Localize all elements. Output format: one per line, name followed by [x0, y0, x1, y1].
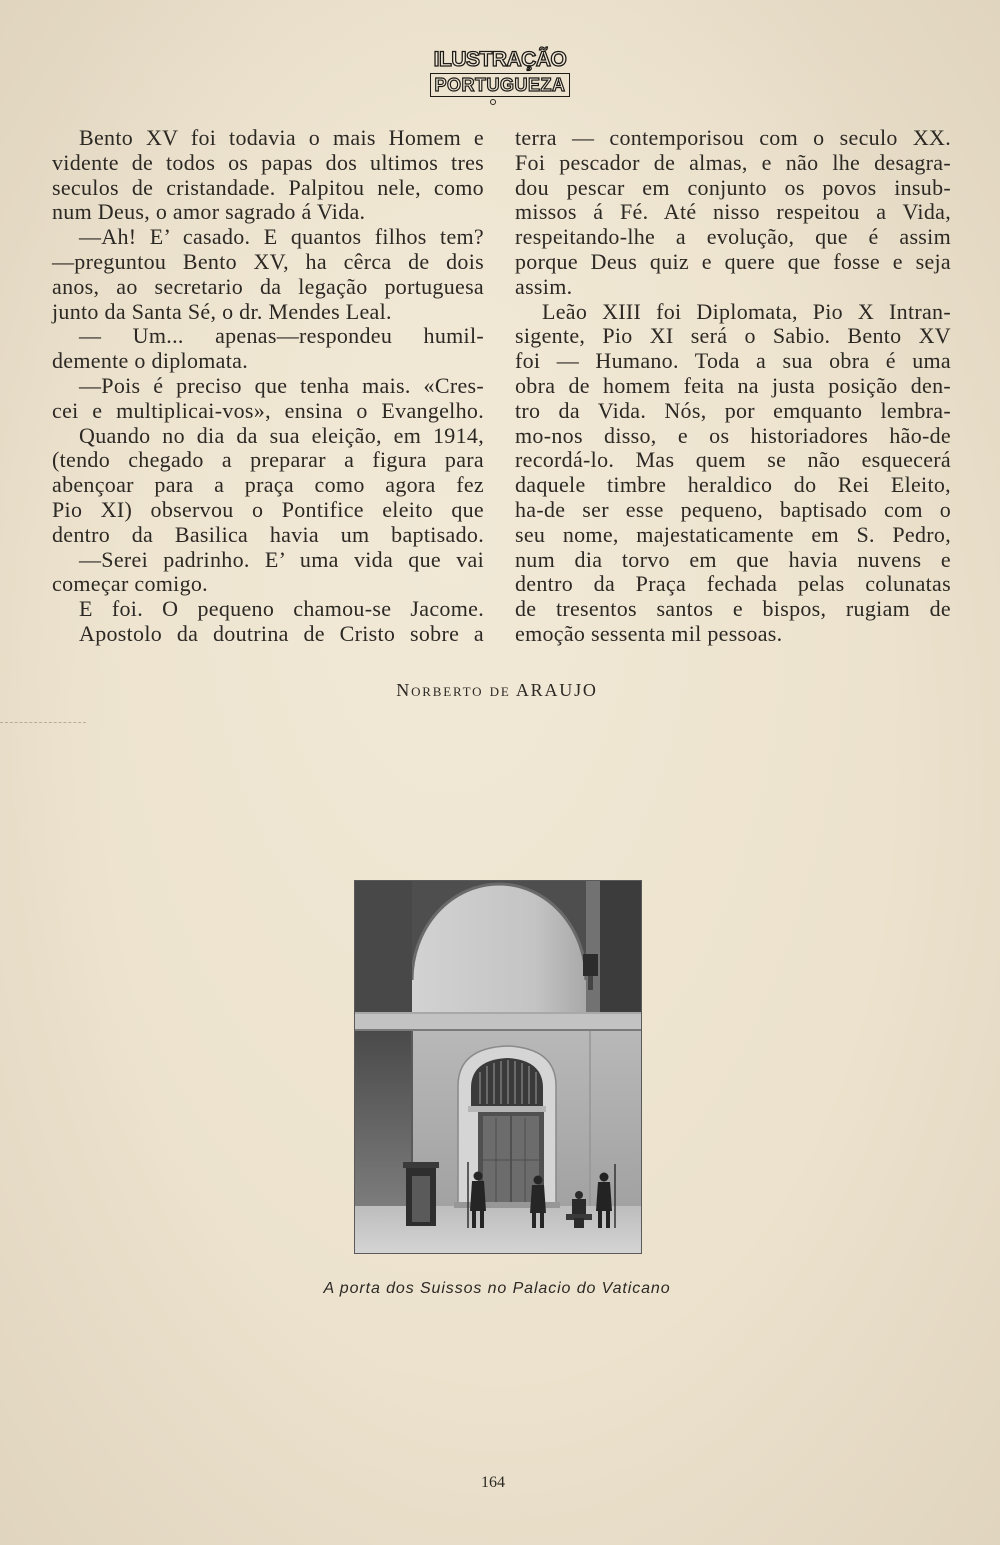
body-text-line: daquele timbre heraldico do Rei Eleito, — [515, 472, 951, 498]
body-text-line: (tendo chegado a preparar a figura para — [52, 447, 484, 473]
sentry-box — [403, 1162, 439, 1226]
body-text-line: assim. — [515, 273, 573, 299]
body-text-line: foi — Humano. Toda a sua obra é uma — [515, 348, 951, 374]
guard-body — [470, 1181, 486, 1211]
lantern-bracket — [588, 976, 593, 990]
figure-legs — [574, 1218, 584, 1228]
body-text-line: porque Deus quiz e quere que fosse e seja — [515, 248, 951, 274]
body-text-line: —Serei padrinho. E’ uma vida que vai — [79, 546, 484, 572]
photo-drawing — [354, 880, 642, 1254]
guard-body — [596, 1182, 612, 1211]
vatican-door-photo — [354, 880, 642, 1254]
body-text-line: ha-de ser esse pequeno, baptisado com o — [515, 496, 951, 522]
guard-head — [534, 1176, 543, 1185]
guard-leg — [606, 1211, 610, 1228]
body-text-line: — Um... apenas—respondeu humil- — [79, 323, 484, 349]
door-lintel — [468, 1106, 546, 1112]
body-text-line: —preguntou Bento XV, ha cêrca de dois — [52, 248, 484, 274]
body-text-line: E foi. O pequeno chamou-se Jacome. — [79, 596, 484, 622]
left-shadow-wall-upper — [354, 880, 412, 1012]
body-text-line: Quando no dia da sua eleição, em 1914, — [79, 422, 484, 448]
body-text-line: de tresentos santos e bispos, rugiam de — [515, 596, 951, 622]
body-text-line: junto da Santa Sé, o dr. Mendes Leal. — [52, 298, 392, 324]
article-column-right — [515, 126, 951, 647]
body-text-line: emoção sessenta mil pessoas. — [515, 620, 783, 646]
body-text-line: num dia torvo em que havia nuvens e — [515, 546, 951, 572]
lantern — [583, 954, 598, 976]
body-text-line: demente o diplomata. — [52, 348, 248, 374]
article-column-left — [52, 126, 484, 647]
body-text-line: —Ah! E’ casado. E quantos filhos tem? — [79, 224, 484, 250]
upper-right-wall — [600, 880, 642, 1018]
body-text-line: respeitando-lhe a evolução, que é assim — [515, 224, 951, 250]
masthead-logo — [430, 46, 570, 97]
body-text-line: obra de homem feita na justa posição den- — [515, 372, 951, 398]
arch-pillar — [586, 880, 600, 1018]
body-text-line: —Pois é preciso que tenha mais. «Cres- — [79, 372, 484, 398]
scan-margin-mark — [0, 722, 86, 723]
masthead-ornament — [490, 99, 496, 105]
body-text-line: Foi pescador de almas, e não lhe desagra- — [515, 149, 951, 175]
guard-head — [600, 1173, 609, 1182]
guard-body — [530, 1185, 546, 1213]
body-text-line: sigente, Pio XI será o Sabio. Bento XV — [515, 323, 951, 349]
body-text-line: num Deus, o amor sagrado á Vida. — [52, 199, 366, 225]
body-text-line: missos á Fé. Até nisso respeitou a Vida, — [515, 199, 951, 225]
masthead-line-2: PORTUGUEZA — [430, 74, 570, 97]
author-byline: Norberto de ARAUJO — [396, 680, 598, 700]
body-text-line: recordá-lo. Mas quem se não esquecerá — [515, 447, 951, 473]
body-text-line: Leão XIII foi Diplomata, Pio X Intran- — [542, 298, 951, 324]
masthead-line-1: ILUSTRAÇÃO — [430, 46, 570, 74]
body-text-line: Apostolo da doutrina de Cristo sobre a — [79, 620, 484, 646]
left-shadow-wall — [354, 1031, 412, 1207]
body-text-line: seculos de cristandade. Palpitou nele, como — [52, 174, 484, 200]
body-text-line: Bento XV foi todavia o mais Homem e — [79, 125, 484, 150]
guard-leg — [480, 1211, 484, 1228]
body-text-line: vidente de todos os papas dos ultimos tres — [52, 149, 484, 175]
body-text-line: tro da Vida. Nós, por emquanto lembra- — [515, 397, 951, 423]
sentry-box-roof — [403, 1162, 439, 1168]
body-text-line: seu nome, majestaticamente em S. Pedro, — [515, 521, 951, 547]
body-text-line: terra — contemporisou com o seculo XX. — [515, 125, 951, 150]
body-text-line: começar comigo. — [52, 571, 208, 597]
body-text-line: anos, ao secretario da legação portuguesa — [52, 273, 484, 299]
page-number: 164 — [481, 1474, 505, 1491]
photo-caption: A porta dos Suissos no Palacio do Vaticano — [323, 1280, 671, 1297]
guard-head — [474, 1172, 483, 1181]
body-text-line: dou pescar em conjunto os povos insub- — [515, 174, 951, 200]
guard-leg — [532, 1213, 536, 1228]
figure-head — [575, 1191, 583, 1199]
cornice-band — [354, 1012, 642, 1030]
sentry-box-opening — [412, 1176, 430, 1222]
guard-leg — [540, 1213, 544, 1228]
doorway-tympanum — [471, 1058, 543, 1106]
body-text-line: cei e multiplicai-vos», ensina o Evangelho. — [52, 397, 484, 423]
guard-leg — [472, 1211, 476, 1228]
body-text-line: abençoar para a praça como agora fez — [52, 472, 484, 498]
figure-body — [572, 1199, 586, 1216]
body-text-line: dentro da Praça fechada pelas colunatas — [515, 571, 951, 597]
body-text-line: dentro da Basilica havia um baptisado. — [52, 521, 484, 547]
guard-leg — [598, 1211, 602, 1228]
body-text-line: mo-nos disso, e os historiadores hão-de — [515, 422, 951, 448]
body-text-line: Pio XI) observou o Pontifice eleito que — [52, 496, 484, 522]
